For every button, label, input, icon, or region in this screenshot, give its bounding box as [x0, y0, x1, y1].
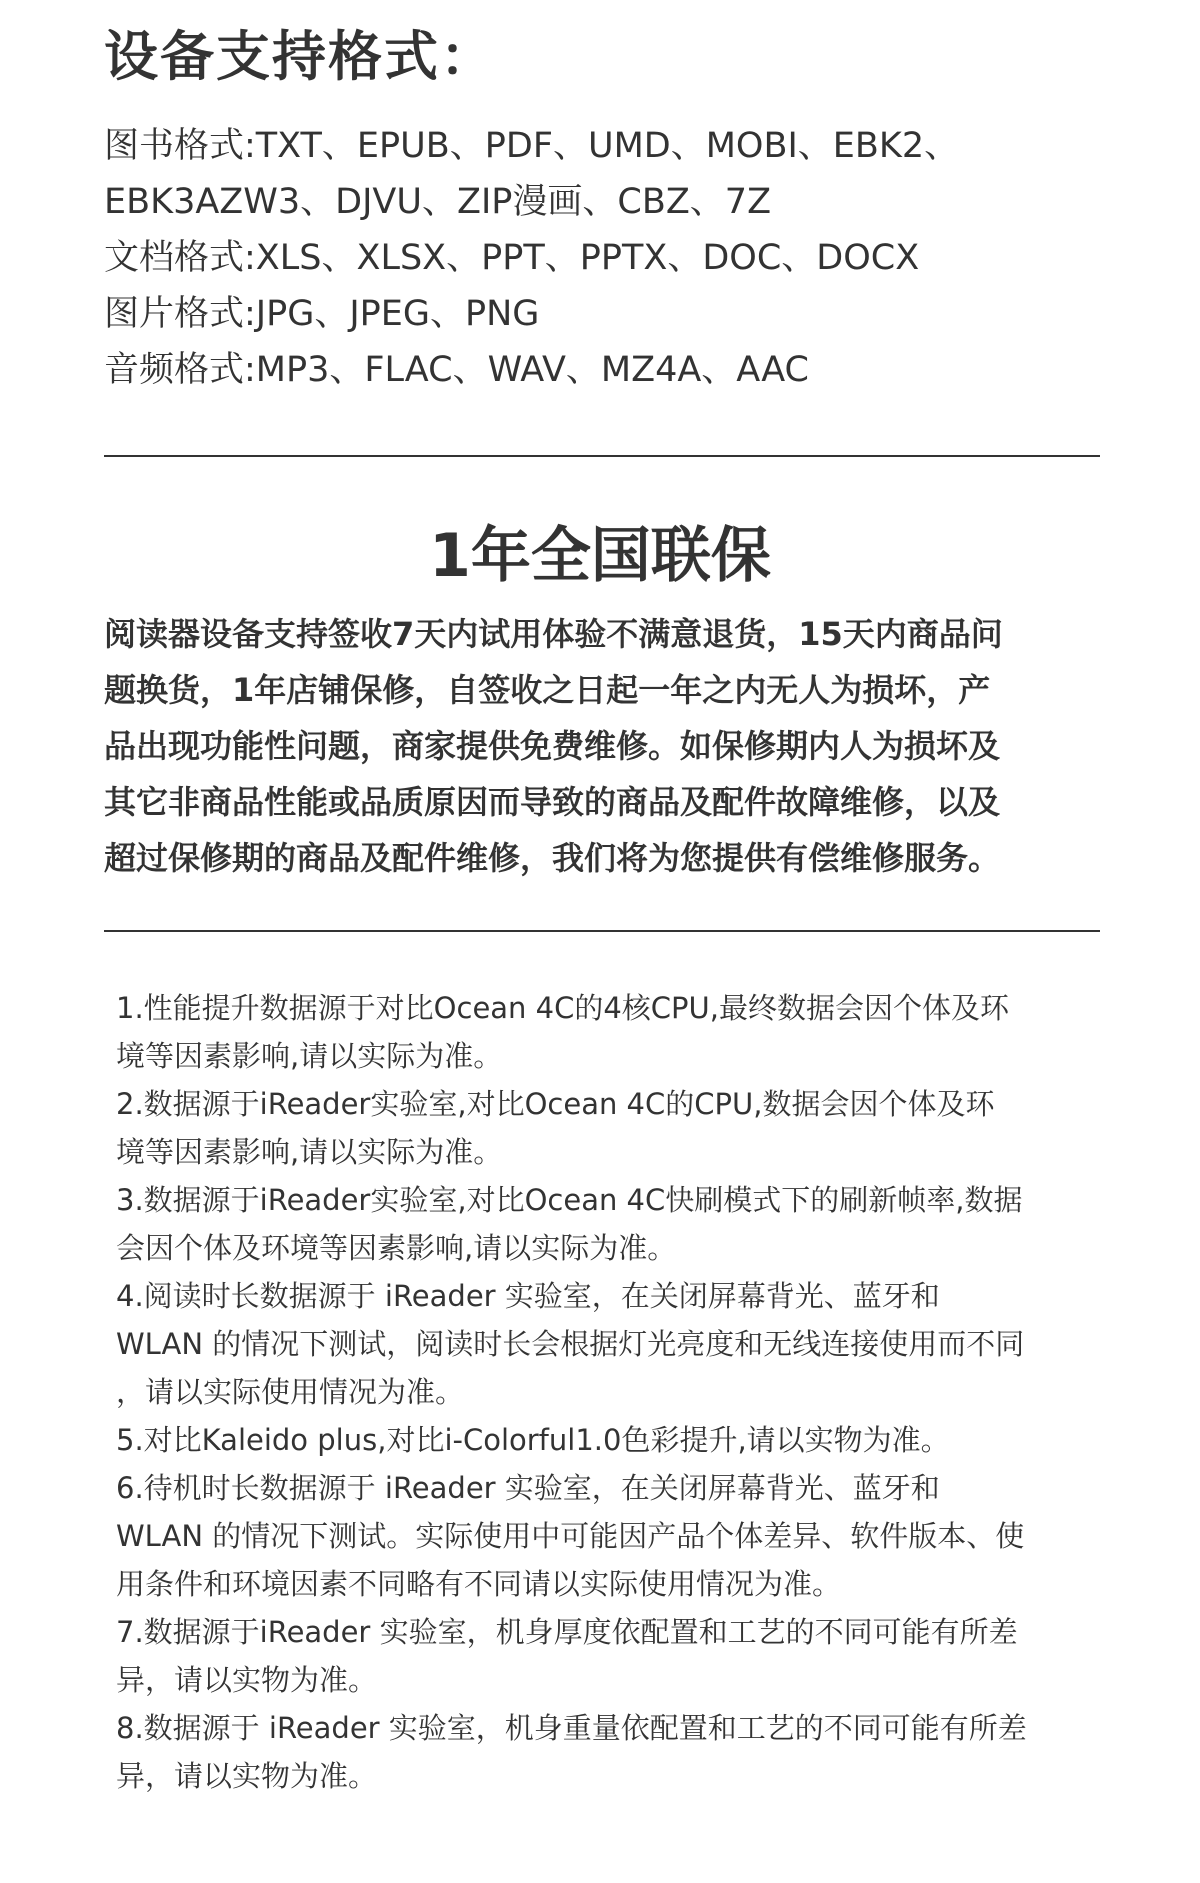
- footnote-line: WLAN 的情况下测试，阅读时长会根据灯光亮度和无线连接使用而不同: [116, 1327, 1025, 1361]
- footnote-line: 异，请以实物为准。: [116, 1759, 378, 1793]
- format-line: 音频格式:MP3、FLAC、WAV、MZ4A、AAC: [104, 350, 809, 390]
- warranty-line: 品出现功能性问题，商家提供免费维修。如保修期内人为损坏及: [104, 727, 1001, 765]
- footnote-line: 3.数据源于iReader实验室,对比Ocean 4C快刷模式下的刷新帧率,数据: [116, 1183, 1023, 1217]
- warranty-line: 阅读器设备支持签收7天内试用体验不满意退货，15天内商品问: [104, 615, 1003, 653]
- format-line: EBK3AZW3、DJVU、ZIP漫画、CBZ、7Z: [104, 182, 772, 222]
- formats-heading: 设备支持格式：: [104, 25, 496, 88]
- footnote-line: 1.性能提升数据源于对比Ocean 4C的4核CPU,最终数据会因个体及环: [116, 991, 1009, 1025]
- warranty-line: 其它非商品性能或品质原因而导致的商品及配件故障维修，以及: [104, 783, 1001, 821]
- footnote-line: 境等因素影响,请以实际为准。: [116, 1039, 503, 1073]
- footnote-line: 境等因素影响,请以实际为准。: [116, 1135, 503, 1169]
- warranty-line: 超过保修期的商品及配件维修，我们将为您提供有偿维修服务。: [104, 839, 1001, 877]
- format-line: 图片格式:JPG、JPEG、PNG: [104, 294, 540, 334]
- footnote-line: 会因个体及环境等因素影响,请以实际为准。: [116, 1231, 677, 1265]
- footnote-line: 8.数据源于 iReader 实验室，机身重量依配置和工艺的不同可能有所差: [116, 1711, 1027, 1745]
- formats-list: [104, 118, 1104, 398]
- footnote-line: WLAN 的情况下测试。实际使用中可能因产品个体差异、软件版本、使: [116, 1519, 1025, 1553]
- footnote-line: 5.对比Kaleido plus,对比i-Colorful1.0色彩提升,请以实物为准。: [116, 1423, 950, 1457]
- footnote-line: ，请以实际使用情况为准。: [116, 1375, 465, 1409]
- format-line: 图书格式:TXT、EPUB、PDF、UMD、MOBI、EBK2、: [104, 126, 960, 166]
- footnote-line: 异，请以实物为准。: [116, 1663, 378, 1697]
- warranty-paragraph: [104, 606, 1100, 886]
- footnote-line: 4.阅读时长数据源于 iReader 实验室，在关闭屏幕背光、蓝牙和: [116, 1279, 940, 1313]
- footnote-line: 用条件和环境因素不同略有不同请以实际使用情况为准。: [116, 1567, 842, 1601]
- footnotes: [116, 984, 1096, 1800]
- footnote-line: 2.数据源于iReader实验室,对比Ocean 4C的CPU,数据会因个体及环: [116, 1087, 995, 1121]
- section-divider: [104, 930, 1100, 932]
- warranty-line: 题换货，1年店铺保修，自签收之日起一年之内无人为损坏，产: [104, 671, 991, 709]
- footnote-line: 7.数据源于iReader 实验室，机身厚度依配置和工艺的不同可能有所差: [116, 1615, 1018, 1649]
- section-divider: [104, 455, 1100, 457]
- warranty-heading: 1年全国联保: [429, 521, 771, 591]
- footnote-line: 6.待机时长数据源于 iReader 实验室，在关闭屏幕背光、蓝牙和: [116, 1471, 940, 1505]
- format-line: 文档格式:XLS、XLSX、PPT、PPTX、DOC、DOCX: [104, 238, 920, 278]
